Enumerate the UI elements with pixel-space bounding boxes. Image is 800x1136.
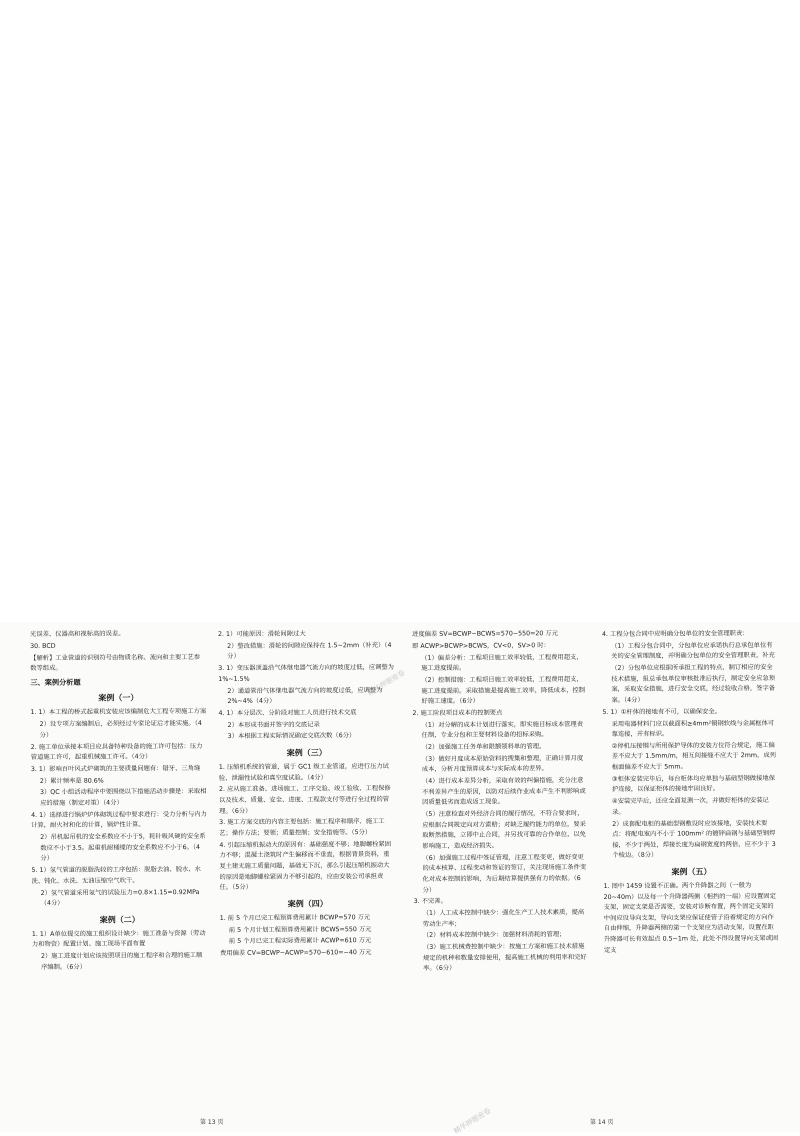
answer-line: 光误差、仪器高和视标高的误差。: [30, 630, 125, 638]
answer-line: （2）分包单位应根据所承担工程的特点，制订相应的安全技术措施，报总承包单位审核批准后执行，制定安全应急预案，采取安全措施，进行安全交底，经过验收合格，签字备案。（4分）: [611, 664, 776, 704]
answer-line: 2. 1）可能原因：滑轮间隙过大: [218, 630, 306, 638]
answer-line: （3）施工机械费控制中缺少：按施工方案和施工技术措施规定的机种和数量安排使用，提高施工机械的利用率和完好率。（6分）: [422, 943, 587, 973]
answer-line: 前 5 个月计划工程预算费用累计 BCWS=550 万元: [228, 925, 372, 934]
left-column-2: [218, 629, 396, 961]
answer-line: 30. BCD: [30, 642, 56, 650]
answer-line: （1）人工成本控制中缺少：强化生产工人技术素质，提高劳动生产率；: [422, 909, 585, 928]
answer-line: （4）进行成本差异分析，采取有效的纠偏措施，充分注意不利差异产生的原因，以防对后续作业成本产生不利影响或因质量低劣而造成返工现象。: [421, 777, 586, 807]
answer-line: 2）吊机起吊机的安全系数应不小于5，耗针吸风硬的安全系数应不小于3.5。起重机耐桶缆的安全系数应不小于6。（4分）: [40, 833, 206, 863]
answer-line: （2）材料成本控制中缺少：加强材料消耗的管理；: [422, 931, 566, 940]
answer-line: 4. 1）选择进行锅炉炉体砌筑过程中要求进行：受力分析与内力计算，耐火衬和化的计算，锅炉性计算。: [31, 810, 207, 830]
case-heading: 案例（三）: [286, 748, 327, 758]
answer-line: 1. 1）本工程的桥式起重机安装应该编制危大工程专项施工方案: [30, 708, 207, 717]
watermark-stamp-bottom: 精华押题密卷: [452, 1106, 493, 1136]
case-heading: 案例（五）: [671, 867, 712, 877]
left-column-1: [30, 629, 208, 975]
answer-line: 3. 1）变压器顶盖沿气体继电器气流方向的坡度过低，应调整为 1%~1.5%: [218, 664, 395, 683]
answer-line: 2）整改措施：滑轮的间隙应保持在 1.5~2mm（补充）（4分）: [227, 641, 392, 661]
answer-line: （6）加强施工过程中签证管理，注意工程变更，做好变更的成本核算、过程变动和签证的签订，关注现场施工条件变化对成本控制的影响，为后期结算提供强有力的依据。（6分）: [422, 853, 587, 894]
page-number-13: 第 13 页: [200, 1119, 224, 1126]
answer-line: ④安装完毕后，还应全面复测一次，并做好柜体的安装记录。: [612, 797, 769, 816]
answer-line: （3）做好月度成本原始资料的搜集和整理，正确计算月度成本，分析月度预算成本与实际成本的差异。: [421, 754, 584, 774]
answer-line: 5. 1）氢气管道的脱脂洗较的工序包括：脱脂去油、脱水、水洗、钝化、水洗、无油压缩空气吹干。: [31, 866, 201, 885]
answer-line: 3. 1）影响百叶风式炉砌筑的主要质量问题有：错牙、三角缝: [30, 764, 201, 773]
page-14: [412, 622, 782, 1132]
answer-line: 3）本根据工程实际情况确定交底次数（6分）: [227, 732, 356, 741]
watermark-stamp: 精华押题密卷: [366, 668, 407, 698]
answer-line: （5）注意检查对外经济合同的履行情况，不符合要求时，应根据合同规定向对方索赔；对缺乏履约能力的单位，要采取断然措施，立即中止合同，并另找可靠的合作单位，以免影响施工，造成经济损失。: [422, 810, 586, 850]
answer-line: 3. 不完善。: [413, 898, 447, 906]
answer-line: 4. 工程分包合同中应明确分包单位的安全管理职责：: [602, 630, 749, 638]
answer-line: 即 ACWP>BCWP>BCWS，CV<0，SV>0 时：: [412, 641, 550, 650]
answer-line: 2）施工进度计划应该按照项目的施工程序和合理的施工顺序编制。（6分）: [40, 952, 203, 971]
answer-line: 前 5 个月已完工程实际费用累计 ACWP=610 万元: [228, 937, 372, 946]
answer-line: 2）设专项方案编制后，必须经过专家论证后才能实施。（4分）: [39, 720, 202, 739]
answer-line: 3）QC 小组活动程序中要围绕以下措施活动步骤是：采取相应的措施（制定对策）（4分）: [39, 788, 207, 807]
answer-line: 4. 1）本分层次、分阶段对施工人员进行技术交底: [218, 709, 357, 717]
answer-line: 2. 施工单位承接本项目应具备特种设备的施工许可包括：压力管道施工许可，起重机械施工许可。（4分）: [30, 742, 203, 762]
answer-line: 费用偏差 CV=BCWP−ACWP=570−610=−40 万元: [219, 949, 372, 958]
answer-line: 1. 压缩机系统的管道，属于 GC1 级工业管道，应进行压力试验、泄漏性试验和真空度试验。（4分）: [218, 763, 389, 782]
answer-line: 2）累计频率是 80.6%: [39, 777, 104, 785]
page-13: [30, 622, 400, 1132]
answer-line: 4. 引起压缩机振动大的原因有：基础强度不够；地脚螺栓紧固力不够；混凝土浇筑时产生偏移而不垂直，根据背景资料，重复土建无施工质量问题，基础无下沉，那么引起压缩机振动大的原因是地脚螺栓紧固力不够引起的，应由安装公司承担责任。（5分）: [219, 840, 392, 892]
answer-line: 1. 图中 1459 设置不正确。两个升降器之间（一般为 20~40m）以及每一个升降器两侧（相挡的一端）应设置固定支架，固定支架是否需要，安装对诊断布置，两个固定支架的中间应设导向支架，导向支架应保证使管子沿着规定的方向作自由伸缩，升降器两侧的第一个支架应为活动支架，设置在距升降器可长有效起点 0.5~1m 处，此处不得设置导向支架或固定支: [603, 882, 779, 954]
answer-line: 2. 施工阶段项目成本的控制要点: [412, 709, 503, 717]
case-heading: 案例（二）: [99, 915, 140, 925]
answer-line: ③柜体安装完毕后，每台柜体均应单独与基础型钢做接地保护连接，以保证柜体的接地牢固良好。: [611, 774, 776, 794]
answer-line: （1）工程分包合同中，分包单位应承诺执行总承包单位有关的安全管理制度，并明确分包单位的安全管理职责，补充: [611, 641, 775, 661]
book-spread: [0, 622, 800, 1132]
answer-line: 【解析】工业管道的识别符号由物质名称、流向和主要工艺参数等组成。: [30, 653, 201, 673]
right-column-1: [412, 629, 590, 976]
answer-line: 2）氢气管道采用氢气的试验压力=0.8×1.15=0.92MPa（4分）: [40, 888, 200, 908]
answer-line: 2. 应从施工准备、进场施工、工序交验、竣工验收、工程保修以及技术、质量、安全、进度、工程款支付等进行全过程的管理。（6分）: [218, 785, 391, 815]
answer-line: 5. 1）①杆体的接地有不可，以确保安全。: [602, 707, 721, 716]
case-heading: 案例（四）: [287, 899, 328, 909]
right-column-2: [602, 629, 780, 957]
page-number-14: 第 14 页: [590, 1119, 614, 1126]
answer-line: （1）对分解的成本计划进行落实，即实施目标成本管理责任制，专业分包和主要材料设备的招标采购。: [421, 720, 584, 740]
answer-line: （2）控制措施：工程项目施工效率较低，工程费用超支，施工进度提前。采取措施是提高施工效率，降低成本，控制好施工速度。（6分）: [421, 675, 586, 706]
answer-line: （1）偏差分析：工程项目施工效率较低，工程费用超支，施工进度提前。: [421, 653, 583, 673]
answer-line: 采用电器材料门应以截面积≥4mm²铜钢软线与金属框体可靠连接，并有标识。: [611, 719, 775, 739]
answer-line: （2）加强施工任务单和限额领料单的管理。: [421, 743, 546, 752]
answer-line: 进度偏差 SV=BCWP−BCWS=570−550=20 万元: [412, 630, 559, 638]
answer-line: ②停机压接铜与所用保护导体的安装方位符合规定，施工偏差不应大于 1.5mm/m，相互间接缝不应大于 2mm，成列框面偏差不应大于 5mm。: [611, 741, 776, 772]
answer-line: 2）成套配电柜的基础型钢敷设时应该接地，安装技术要点：将配电室内不小于 100mm² 的镀锌扁钢与基础型钢焊接，不少于两处，焊接长度为扁钢宽度的两倍，应不少于 3 个棱边。（8分）: [612, 819, 776, 860]
section-heading: 三、案例分析题: [30, 677, 81, 687]
answer-line: 2）本形成书面并签字的交底记录: [227, 721, 320, 729]
answer-line: 1. 1）A单位提交的施工组织设计缺少：施工准备与资源（劳动力和物资）配置计划、施工现场平面布置: [31, 929, 206, 949]
answer-line: 1. 前 5 个月已完工程预算费用累计 BCWP=570 万元: [219, 913, 371, 922]
answer-line: 2）通道管沿气体继电器气流方向的坡度过低，应调整为 2%~4%（4分）: [227, 686, 383, 706]
case-heading: 案例（一）: [98, 693, 139, 703]
answer-line: 3. 施工方案交底的内容主要包括：施工程序和顺序、施工工艺；操作方法；要领；质量控制；安全措施等。（5分）: [219, 818, 385, 837]
